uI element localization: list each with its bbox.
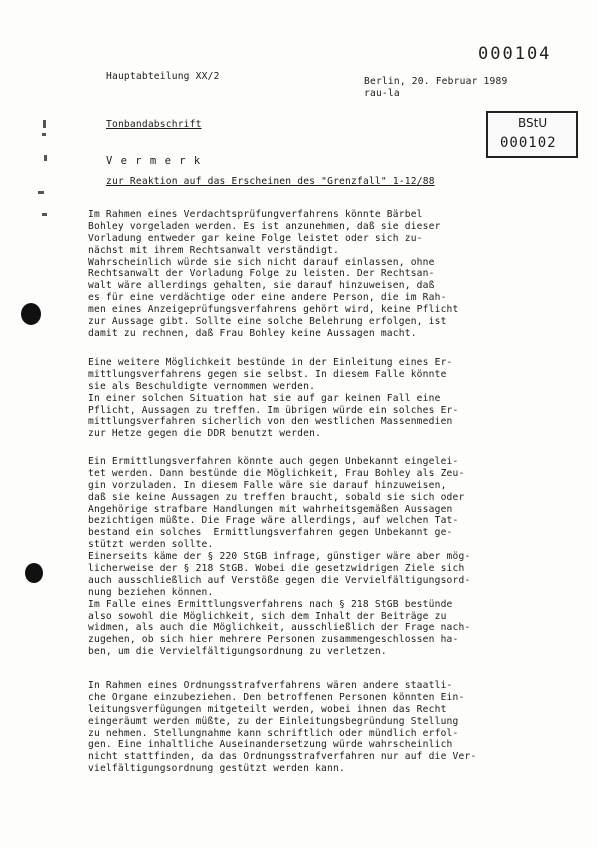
text-line: zur Aussage gibt. Sollte eine solche Belehrung erfolgen, ist — [88, 316, 447, 328]
text-line: daß sie keine Aussagen zu treffen braucht, sobald sie sich oder — [88, 491, 465, 503]
text-line: nung beziehen können. — [88, 586, 214, 598]
text-line: auch ausschließlich auf Verstöße gegen die Vervielfältigungsord- — [88, 574, 471, 586]
text-line: bezichtigen müßte. Die Frage wäre allerdings, auf welchen Tat- — [88, 515, 459, 527]
stamp-number: 000102 — [500, 135, 557, 151]
punch-hole-bottom — [25, 563, 43, 583]
text-line: bestand ein solches Ermittlungsverfahren gegen Unbekannt ge- — [88, 527, 453, 539]
text-line: Im Rahmen eines Verdachtsprüfungverfahrens könnte Bärbel — [88, 209, 423, 220]
text-line: zugehen, ob sich hier mehrere Personen zusammengeschlossen ha- — [88, 634, 459, 646]
text-line: Ein Ermittlungsverfahren könnte auch gegen Unbekannt eingelei- — [88, 456, 459, 467]
paragraph-2 — [88, 357, 578, 440]
text-line: stützt werden sollte. — [88, 539, 214, 551]
document-title: V e r m e r k — [106, 155, 202, 167]
text-line: Einerseits käme der § 220 StGB infrage, günstiger wäre aber mög- — [88, 551, 471, 563]
text-line: eingeräumt werden müßte, zu der Einleitungsbegründung Stellung — [88, 715, 459, 727]
text-line: damit zu rechnen, daß Frau Bohley keine Aussagen macht. — [88, 327, 417, 339]
text-line: leitungsverfügungen mitgeteilt werden, wobei ihnen das Recht — [88, 703, 447, 715]
text-line: es für eine verdächtige oder eine andere Person, die im Rah- — [88, 292, 447, 304]
paragraph-4 — [88, 680, 578, 775]
place-date: Berlin, 20. Februar 1989 — [364, 76, 508, 87]
text-line: In einer solchen Situation hat sie auf gar keinen Fall eine — [88, 392, 441, 404]
text-line: ben, um die Vervielfältigungsordnung zu verletzen. — [88, 646, 387, 658]
paragraph-1 — [88, 209, 578, 340]
text-line: nicht stattfinden, da das Ordnungsstrafverfahren nur auf die Ver- — [88, 751, 477, 763]
text-line: also sowohl die Möglichkeit, sich dem Inhalt der Beiträge zu — [88, 610, 447, 622]
scan-mark — [42, 133, 46, 136]
text-line: walt wäre allerdings gehalten, sie darauf hinzuweisen, daß — [88, 280, 435, 292]
text-line: licherweise der § 218 StGB. Wobei die gesetzwidrigen Ziele sich — [88, 563, 465, 575]
text-line: mittlungsverfahren sicherlich von den westlichen Massenmedien — [88, 416, 453, 428]
scan-mark — [42, 213, 47, 216]
paragraph-3 — [88, 456, 578, 658]
archive-stamp — [486, 111, 578, 158]
text-line: Bohley vorgeladen werden. Es ist anzunehmen, daß sie dieser — [88, 220, 441, 232]
text-line: In Rahmen eines Ordnungsstrafverfahrens wären andere staatli- — [88, 680, 453, 691]
scan-mark — [43, 120, 46, 128]
document-type — [106, 119, 202, 131]
text-line: mittlungsverfahrens gegen sie selbst. In diesem Falle könnte — [88, 368, 447, 380]
text-line: sie als Beschuldigte vernommen werden. — [88, 380, 316, 392]
text-line: men eines Anzeigeprüfungsverfahrens gehört wird, keine Pflicht — [88, 304, 459, 316]
text-line: Vorladung entweder gar keine Folge leistet oder sich zu- — [88, 232, 423, 244]
text-line: nächst mit ihrem Rechtsanwalt verständigt. — [88, 244, 339, 256]
document-subtitle — [106, 176, 435, 188]
punch-hole-top — [21, 303, 41, 325]
text-line: tet werden. Dann bestünde die Möglichkeit, Frau Bohley als Zeu- — [88, 467, 465, 479]
text-line: vielfältigungsordnung gestützt werden kann. — [88, 763, 345, 775]
stamp-label: BStU — [518, 116, 548, 130]
scan-mark — [38, 191, 44, 194]
text-line: Eine weitere Möglichkeit bestünde in der Einleitung eines Er- — [88, 357, 453, 368]
text-line: Im Falle eines Ermittlungsverfahrens nach § 218 StGB bestünde — [88, 598, 453, 610]
text-line: zur Hetze gegen die DDR benutzt werden. — [88, 428, 322, 440]
text-line: Rechtsanwalt der Vorladung Folge zu leisten. Der Rechtsan- — [88, 268, 435, 280]
department-label: Hauptabteilung XX/2 — [106, 71, 220, 82]
text-line: widmen, als auch die Möglichkeit, ausschließlich der Frage nach- — [88, 622, 471, 634]
text-line: Angehörige strafbare Handlungen mit wahrheitsgemäßen Aussagen — [88, 503, 453, 515]
text-line: Pflicht, Aussagen zu treffen. Im übrigen würde ein solches Er- — [88, 404, 459, 416]
document-type-text: Tonbandabschrift — [106, 119, 202, 130]
document-number: 000104 — [478, 44, 552, 64]
text-line: zu nehmen. Stellungnahme kann schriftlich oder mündlich erfol- — [88, 727, 459, 739]
text-line: gin vorzuladen. In diesem Falle wäre sie darauf hinzuweisen, — [88, 479, 447, 491]
document-subtitle-text: zur Reaktion auf das Erscheinen des "Grenzfall" 1-12/88 — [106, 176, 435, 187]
text-line: Wahrscheinlich würde sie sich nicht darauf einlassen, ohne — [88, 256, 435, 268]
reference-code: rau-la — [364, 88, 400, 99]
text-line: che Organe einzubeziehen. Den betroffenen Personen könnten Ein- — [88, 691, 465, 703]
text-line: gen. Eine inhaltliche Auseinandersetzung würde wahrscheinlich — [88, 739, 453, 751]
scan-mark — [44, 155, 47, 161]
